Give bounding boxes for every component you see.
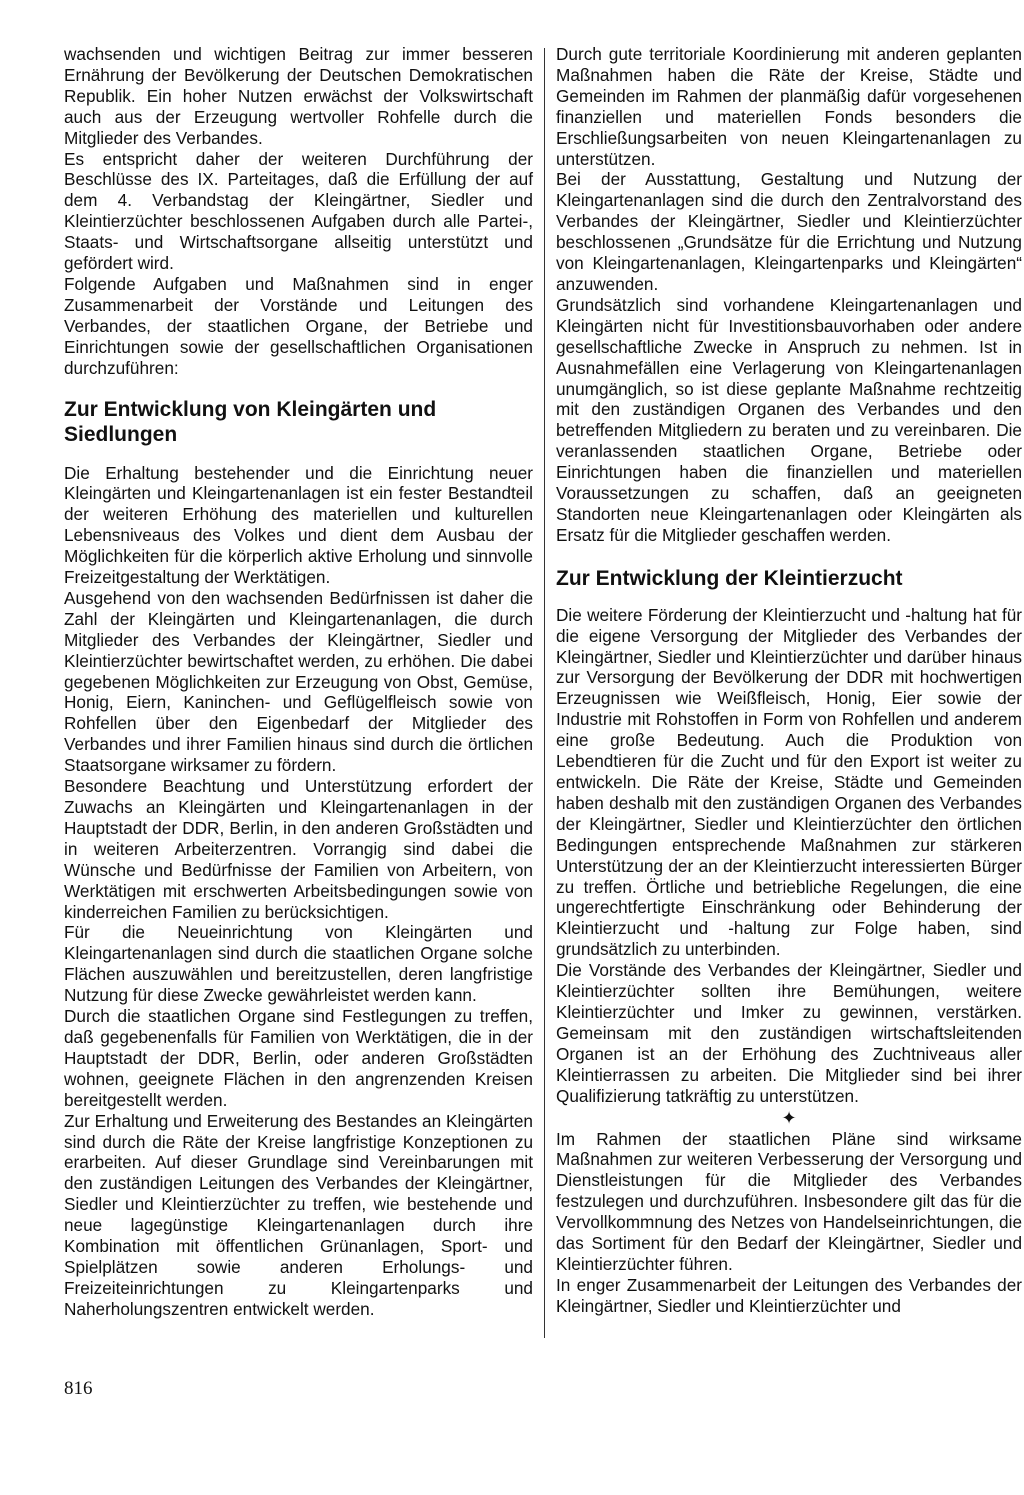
paragraph: Die weitere Förderung der Kleintierzucht und -haltung hat für die eigene Versorgung der Mitglieder des Verbandes der Kleingärtner, Siedler und Kleintierzüchter und darüber hinaus zur Versorgung der Bevölkerung der DDR mit hochwertigen Erzeugnissen wie Weißfleisch, Honig, Eier sowie der Industrie mit Rohstoffen in Form von Rohfellen und anderem eine große Bedeutung. Auch die Produktion von Lebendtieren für die Zucht und für den Export ist weiter zu entwickeln. Die Räte der Kreise, Städte und Gemeinden haben deshalb mit den zuständigen Organen des Verbandes der Kleingärtner, Siedler und Kleintierzüchter den örtlichen Bedingungen entsprechende Maßnahmen zur stärkeren Unterstützung der an der Kleintierzucht interessierten Bürger zu treffen. Örtliche und betriebliche Regelungen, die eine ungerechtfertigte Einschränkung oder Behinderung der Kleintierzucht und -haltung zur Folge haben, sind grundsätzlich zu unterbinden. xyxy=(556,604,1022,960)
paragraph: Durch gute territoriale Koordinierung mit anderen geplanten Maßnahmen haben die Räte der Kreise, Städte und Gemeinden im Rahmen der planmäßig dafür vorgesehenen finanziellen und materiellen Fonds besonders die Erschließungsarbeiten von neuen Kleingartenanlagen zu unterstützen. xyxy=(556,44,1022,169)
paragraph: Im Rahmen der staatlichen Pläne sind wirksame Maßnahmen zur weiteren Verbesserung der Versorgung und Dienstleistungen für die Mitglieder des Verbandes festzulegen und durchzuführen. Insbesondere gilt das für die Vervollkommnung des Netzes von Handelseinrichtungen, die das Sortiment für den Bedarf der Kleingärtner, Siedler und Kleintierzüchter führen. xyxy=(556,1128,1022,1274)
left-column xyxy=(64,44,533,1320)
paragraph: Bei der Ausstattung, Gestaltung und Nutzung der Kleingartenanlagen sind die durch den Zentralvorstand des Verbandes der Kleingärtner, Siedler und Kleintierzüchter beschlossenen „Grundsätze für die Errichtung und Nutzung von Kleingartenanlagen, Kleingartenparks und Kleingärten“ anzuwenden. xyxy=(556,169,1022,294)
paragraph: Es entspricht daher der weiteren Durchführung der Beschlüsse des IX. Parteitages, daß die Erfüllung der auf dem 4. Verbandstag der Kleingärtner, Siedler und Kleintierzüchter beschlossenen Aufgaben durch alle Partei-, Staats- und Wirtschaftsorgane allseitig unterstützt und gefördert wird. xyxy=(64,148,533,274)
section-separator-icon: ✦ xyxy=(781,1107,797,1128)
section-heading: Zur Entwicklung von Kleingärten und Siedlungen xyxy=(64,397,437,446)
section-heading: Zur Entwicklung der Kleintierzucht xyxy=(556,566,903,590)
right-column xyxy=(556,44,1022,1317)
paragraph: Grundsätzlich sind vorhandene Kleingartenanlagen und Kleingärten nicht für Investitionsbauvorhaben oder andere gesellschaftliche Zwecke in Anspruch zu nehmen. Ist in Ausnahmefällen eine Verlagerung von Kleingartenanlagen unumgänglich, so ist diese geplante Maßnahme rechtzeitig mit den zuständigen Organen des Verbandes und den betreffenden Mitgliedern zu beraten und zu vereinbaren. Die veranlassenden staatlichen Organe, Betriebe oder Einrichtungen haben die finanziellen und materiellen Voraussetzungen zu schaffen, daß an geeigneten Standorten neue Kleingartenanlagen oder Kleingärten als Ersatz für die Mitglieder geschaffen werden. xyxy=(556,294,1022,545)
paragraph: Folgende Aufgaben und Maßnahmen sind in enger Zusammenarbeit der Vorstände und Leitungen des Verbandes, der staatlichen Organe, der Betriebe und Einrichtungen sowie der gesellschaftlichen Organisationen durchzuführen: xyxy=(64,273,533,378)
paragraph: Für die Neueinrichtung von Kleingärten und Kleingartenanlagen sind durch die staatlichen Organe solche Flächen auszuwählen und bereitzustellen, deren langfristige Nutzung für diese Zwecke gewährleistet werden kann. xyxy=(64,922,533,1006)
paragraph: Die Erhaltung bestehender und die Einrichtung neuer Kleingärten und Kleingartenanlagen ist ein fester Bestandteil der weiteren Erhöhung des materiellen und kulturellen Lebensniveaus des Volkes und dient dem Ausbau der Möglichkeiten für die körperlich aktive Erholung und sinnvolle Freizeitgestaltung der Werktätigen. xyxy=(64,462,533,588)
paragraph: Ausgehend von den wachsenden Bedürfnissen ist daher die Zahl der Kleingärten und Kleingartenanlagen, die durch Mitglieder des Verbandes der Kleingärtner, Siedler und Kleintierzüchter bewirtschaftet werden, zu erhöhen. Die dabei gegebenen Möglichkeiten zur Erzeugung von Obst, Gemüse, Honig, Eiern, Kaninchen- und Geflügelfleisch sowie von Rohfellen über den Eigenbedarf der Mitglieder des Verbandes und ihrer Familien hinaus sind durch die örtlichen Staatsorgane wirksamer zu fördern. xyxy=(64,587,533,776)
paragraph: wachsenden und wichtigen Beitrag zur immer besseren Ernährung der Bevölkerung der Deutschen Demokratischen Republik. Ein hoher Nutzen erwächst der Volkswirtschaft auch aus der Erzeugung wertvoller Rohfelle durch die Mitglieder des Verbandes. xyxy=(64,44,533,148)
paragraph: Zur Erhaltung und Erweiterung des Bestandes an Kleingärten sind durch die Räte der Kreise langfristige Konzeptionen zu erarbeiten. Auf dieser Grundlage sind Vereinbarungen mit den zuständigen Leitungen des Verbandes der Kleingärtner, Siedler und Kleintierzüchter zu treffen, wie bestehende und neue lagegünstige Kleingartenanlagen durch ihre Kombination mit öffentlichen Grünanlagen, Sport- und Spielplätzen sowie anderen Erholungs- und Freizeiteinrichtungen zu Kleingartenparks und Naherholungszentren entwickelt werden. xyxy=(64,1110,533,1319)
column-divider xyxy=(544,48,545,1338)
paragraph: Die Vorstände des Verbandes der Kleingärtner, Siedler und Kleintierzüchter sollten ihre Bemühungen, weitere Kleintierzüchter und Imker zu gewinnen, verstärken. Gemeinsam mit den zuständigen wirtschaftsleitenden Organen ist an der Erhöhung des Zuchtniveaus aller Kleintierrassen zu arbeiten. Die Mitglieder sind bei ihrer Qualifizierung tatkräftig zu unterstützen. xyxy=(556,960,1022,1106)
page-number: 816 xyxy=(64,1378,93,1399)
paragraph: Durch die staatlichen Organe sind Festlegungen zu treffen, daß gegebenenfalls für Familien von Werktätigen, die in der Hauptstadt der DDR, Berlin, oder anderen Großstädten wohnen, geeignete Flächen in den angrenzenden Kreisen bereitgestellt werden. xyxy=(64,1006,533,1110)
paragraph: Besondere Beachtung und Unterstützung erfordert der Zuwachs an Kleingärten und Kleingartenanlagen in der Hauptstadt der DDR, Berlin, in den anderen Großstädten und in weiteren Arbeiterzentren. Vorrangig sind dabei die Wünsche und Bedürfnisse der Familien von Arbeitern, von Werktätigen mit erschwerten Arbeitsbedingungen sowie von kinderreichen Familien zu berücksichtigen. xyxy=(64,776,533,922)
paragraph: In enger Zusammenarbeit der Leitungen des Verbandes der Kleingärtner, Siedler und Kleintierzüchter und xyxy=(556,1274,1022,1316)
